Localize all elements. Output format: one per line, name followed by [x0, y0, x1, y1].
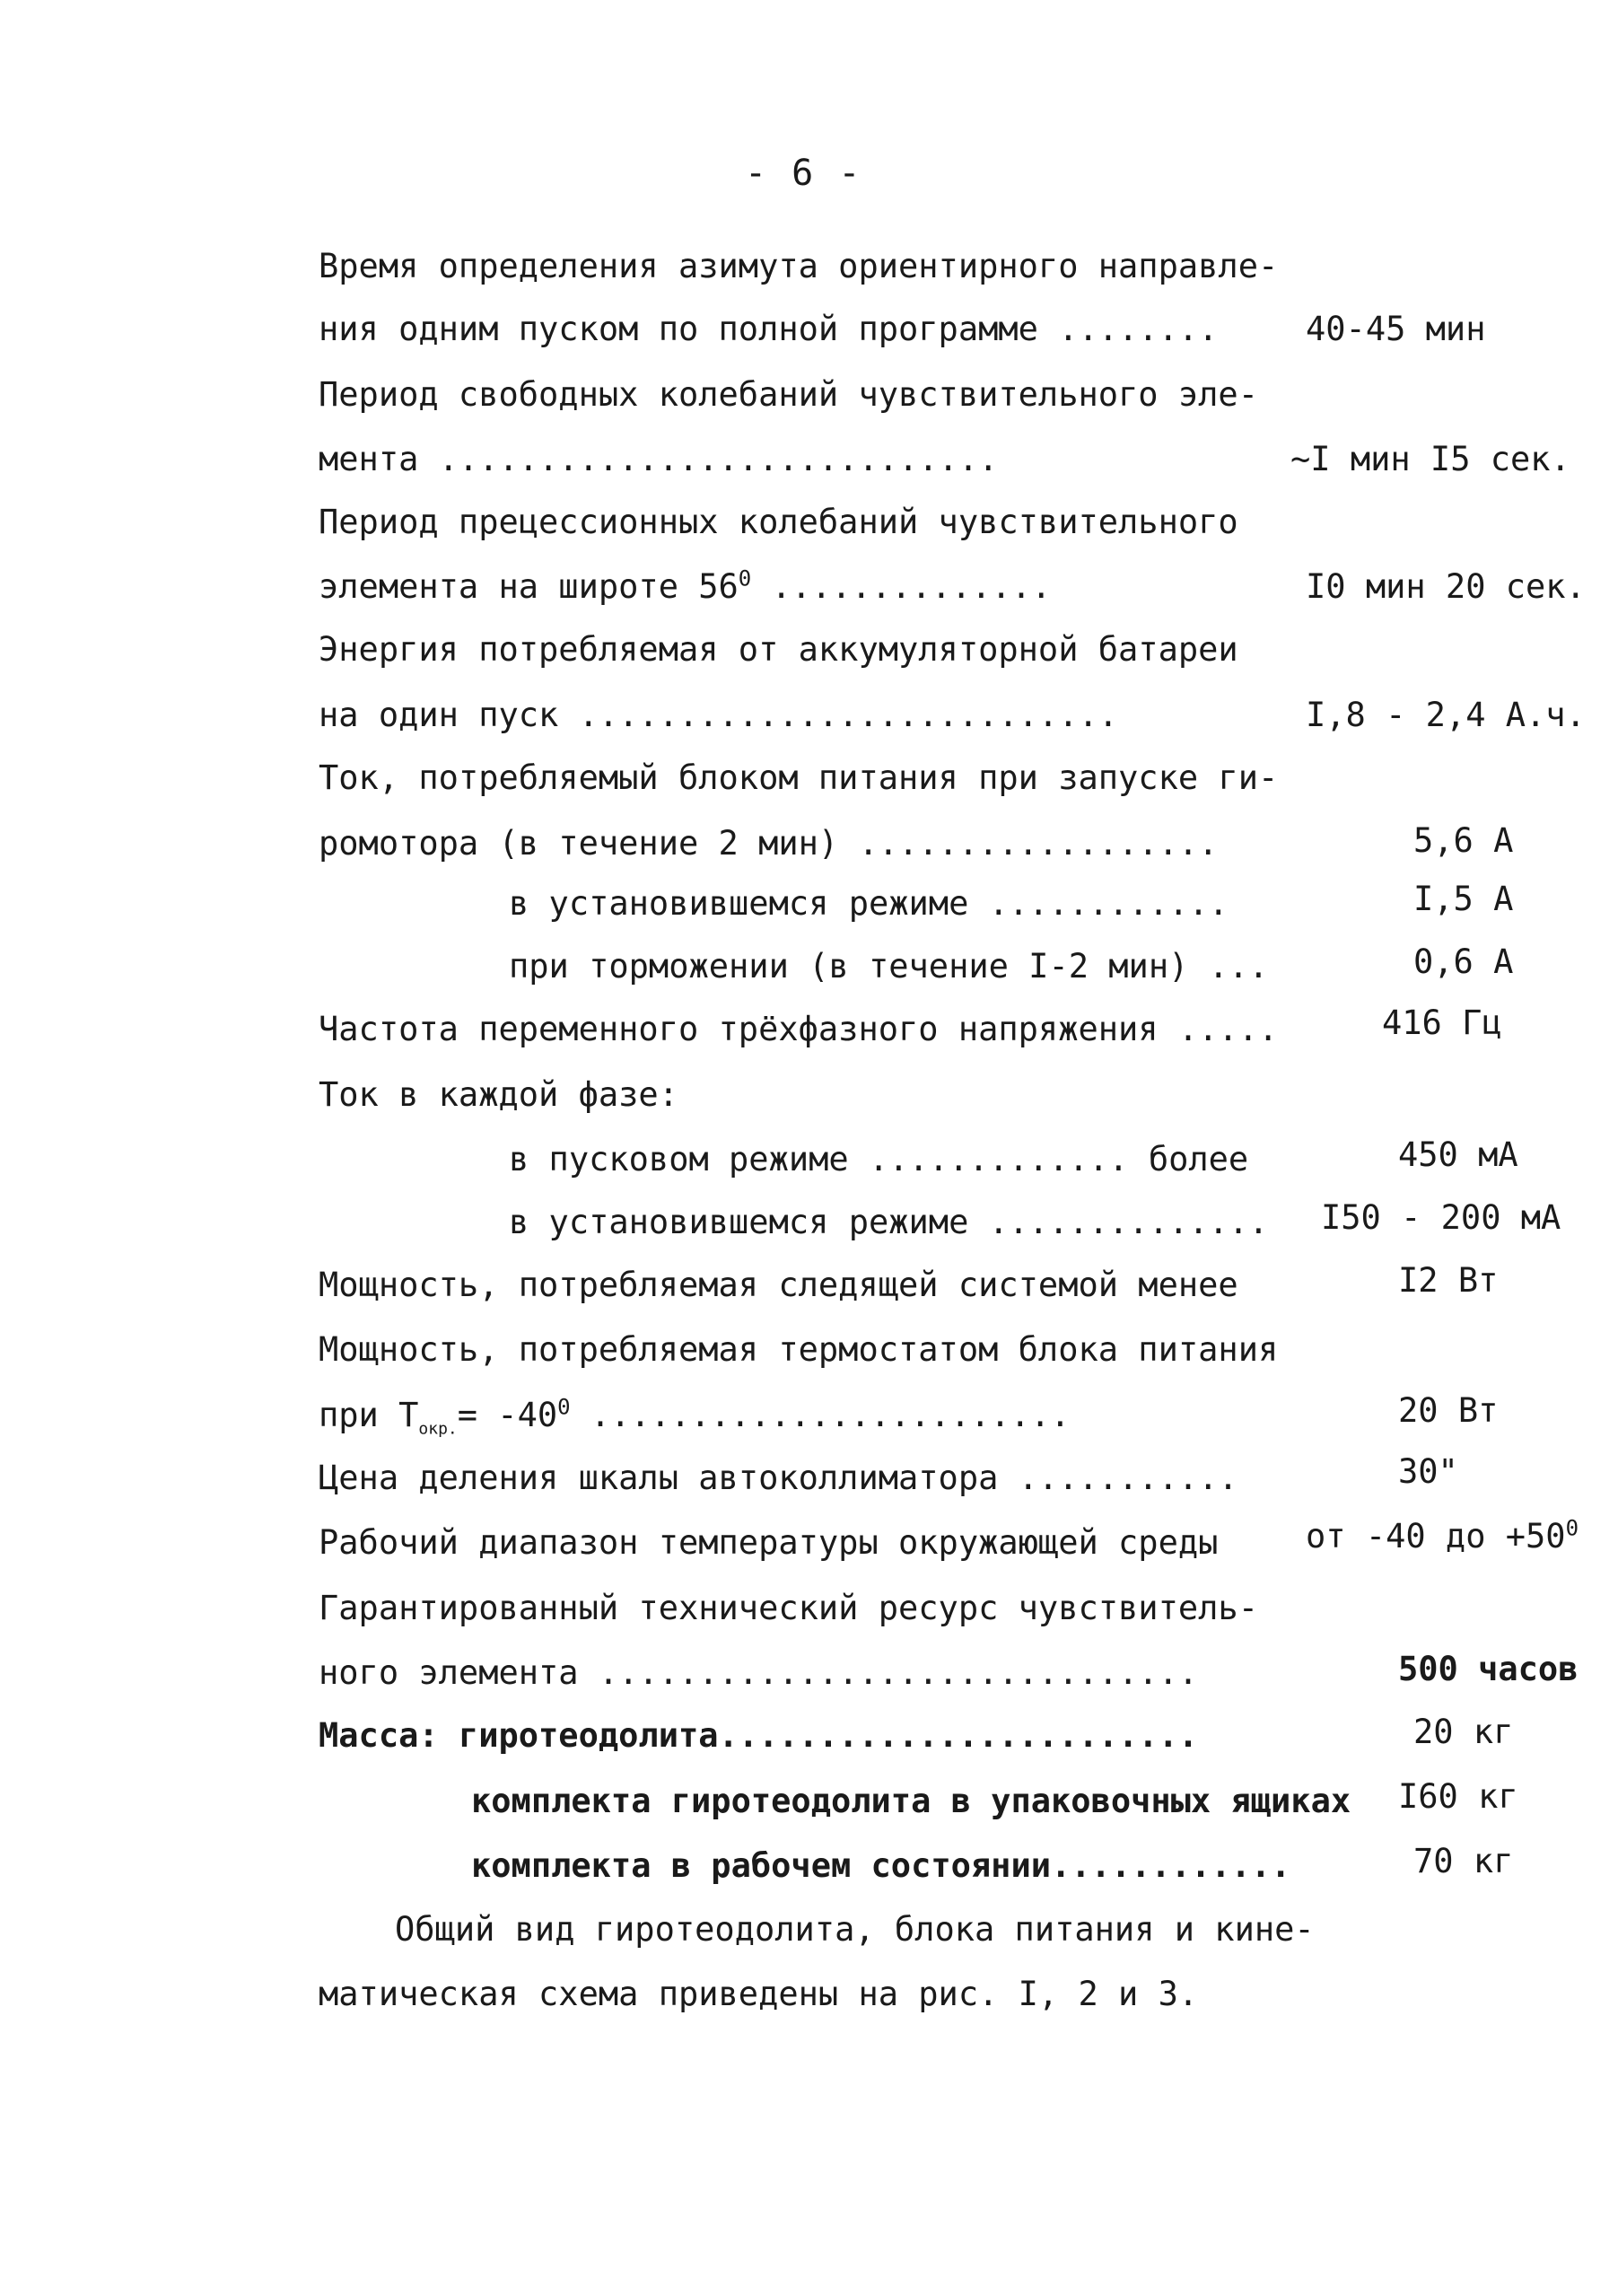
value-azimuth-time: 40-45 мин	[1306, 310, 1486, 348]
value-free-oscillation: ~I мин I5 сек.	[1290, 440, 1570, 478]
spec-line-free-oscillation-1: Период свободных колебаний чувствительного эле-	[319, 375, 1258, 414]
spec-line-phase-current-heading: Ток в каждой фазе:	[319, 1075, 678, 1114]
spec-line-azimuth-time-2: ния одним пуском по полной программе ........	[319, 310, 1219, 348]
spec-line-azimuth-time-1: Время определения азимута ориентирного направле-	[319, 247, 1279, 285]
spec-line-resource-1: Гарантированный технический ресурс чувствитель-	[319, 1589, 1258, 1627]
value-phase-current-steady: I50 - 200 мА	[1321, 1198, 1561, 1237]
spec-line-resource-2: ного элемента ..............................	[319, 1653, 1199, 1692]
spec-line-mass-gyrotheodolite: Масса: гиротеодолита........................	[319, 1716, 1199, 1755]
value-resource: 500 часов	[1398, 1650, 1579, 1688]
value-mass-packed: I60 кг	[1398, 1777, 1518, 1816]
value-power-thermostat: 20 Вт	[1398, 1391, 1499, 1430]
spec-line-temperature-range: Рабочий диапазон температуры окружающей среды	[319, 1523, 1219, 1562]
value-phase-current-start: 450 мА	[1398, 1135, 1518, 1174]
note-line-1: Общий вид гиротеодолита, блока питания и кине-	[395, 1910, 1315, 1949]
spec-line-current-braking: при торможении (в течение I-2 мин) ...	[509, 947, 1269, 986]
value-autocollimator-scale: 30"	[1398, 1452, 1458, 1491]
spec-line-mass-packed: комплекта гиротеодолита в упаковочных ящиках	[471, 1782, 1351, 1820]
spec-line-autocollimator-scale: Цена деления шкалы автоколлиматора ...........	[319, 1459, 1238, 1497]
value-current-braking: 0,6 А	[1413, 942, 1514, 981]
spec-line-free-oscillation-2: мента ............................	[319, 440, 999, 478]
spec-line-precession-2: элемента на широте $56^0$ ..............	[319, 565, 1052, 606]
spec-line-phase-current-steady: в установившемся режиме ..............	[509, 1203, 1269, 1241]
note-line-2: матическая схема приведены на рис. I, 2 и 3.	[319, 1975, 1199, 2013]
value-precession: I0 мин 20 сек.	[1306, 567, 1586, 606]
value-current-steady: I,5 А	[1413, 880, 1514, 918]
spec-line-power-thermostat-1: Мощность, потребляемая термостатом блока питания	[319, 1330, 1279, 1369]
value-mass-working: 70 кг	[1413, 1842, 1514, 1880]
page-number: - 6 -	[745, 153, 862, 194]
value-frequency: 416 Гц	[1382, 1003, 1502, 1042]
spec-line-precession-1: Период прецессионных колебаний чувствительного	[319, 503, 1238, 541]
spec-line-energy-1: Энергия потребляемая от аккумуляторной батареи	[319, 630, 1238, 669]
spec-line-mass-working: комплекта в рабочем состоянии............	[471, 1846, 1291, 1885]
spec-line-phase-current-start: в пусковом режиме ............. более	[509, 1140, 1249, 1179]
spec-line-power-tracking: Мощность, потребляемая следящей системой менее	[319, 1266, 1238, 1304]
spec-line-current-start-2: ромотора (в течение 2 мин) ..................	[319, 824, 1219, 863]
value-temperature-range: от -40 до $+50^0$	[1306, 1515, 1579, 1555]
value-current-start: 5,6 А	[1413, 821, 1514, 860]
spec-line-current-steady: в установившемся режиме ............	[509, 884, 1229, 923]
value-mass-gyrotheodolite: 20 кг	[1413, 1713, 1514, 1751]
value-power-tracking: I2 Вт	[1398, 1261, 1499, 1300]
spec-line-frequency: Частота переменного трёхфазного напряжения .....	[319, 1010, 1279, 1048]
spec-line-energy-2: на один пуск ...........................	[319, 696, 1119, 734]
spec-line-current-start-1: Ток, потребляемый блоком питания при запуске ги-	[319, 758, 1279, 797]
spec-line-power-thermostat-2: при $Т_{окр.}= -40^0$ ........................	[319, 1394, 1071, 1439]
value-energy: I,8 - 2,4 А.ч.	[1306, 696, 1586, 734]
